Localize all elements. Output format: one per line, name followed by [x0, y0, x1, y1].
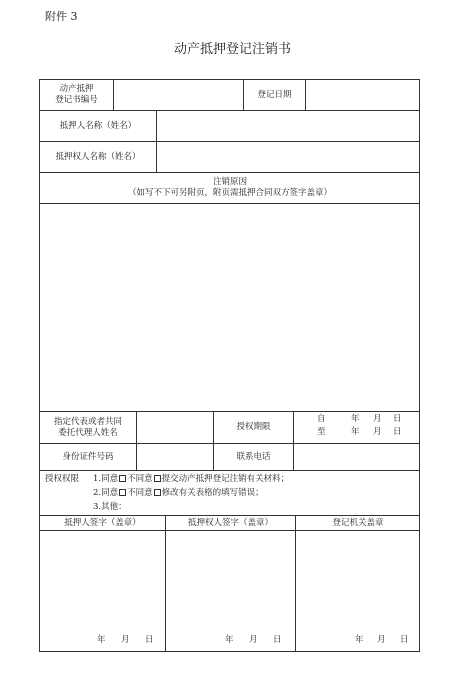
to-year-label: 年 [351, 427, 360, 437]
mortgagor-date-year: 年 [97, 635, 106, 645]
authority-seal-date [296, 635, 420, 647]
mortgagor-date-day: 日 [145, 635, 154, 645]
authority-item-1-disagree-label: 不同意 [127, 474, 153, 484]
cancellation-reason-field[interactable] [40, 204, 419, 411]
authority-item-1-text: 提交动产抵押登记注销有关材料； [161, 474, 290, 484]
authority-label: 授权权限 [45, 474, 80, 484]
mortgagee-name-label: 抵押权人名称（姓名） [55, 151, 141, 162]
mortgagee-date-day: 日 [273, 635, 282, 645]
mortgagor-signature-label: 抵押人签字（盖章） [64, 517, 141, 528]
authority-item-1-agree-label: 同意 [101, 474, 119, 484]
authority-seal-area[interactable] [296, 531, 419, 651]
authority-item-2 [93, 488, 264, 499]
authority-date-year: 年 [355, 635, 364, 645]
authority-item-1-disagree-checkbox[interactable] [154, 475, 161, 482]
from-year-label: 年 [351, 414, 360, 424]
authority-item-2-disagree-checkbox[interactable] [154, 489, 161, 496]
agent-name-label-line2: 委托代理人姓名 [58, 427, 118, 438]
agent-name-field[interactable] [137, 412, 213, 443]
authority-item-3: 3.其他： [93, 502, 127, 512]
authority-item-2-text: 修改有关表格的填写错误； [161, 488, 264, 498]
authority-date-month: 月 [377, 635, 386, 645]
cancellation-reason-header [40, 173, 420, 203]
registration-number-label [40, 80, 113, 110]
from-day-label: 日 [393, 414, 402, 424]
authority-item-2-agree-label: 同意 [101, 488, 119, 498]
registration-date-field[interactable] [306, 80, 419, 110]
to-month-label: 月 [373, 427, 382, 437]
mortgagee-sign-date [166, 635, 295, 647]
cancellation-reason-note: （如写不下可另附页，附页需抵押合同双方签字盖章） [127, 188, 332, 198]
period-to-line [294, 427, 420, 440]
id-number-label: 身份证件号码 [62, 451, 114, 462]
document-title: 动产抵押登记注销书 [173, 42, 291, 57]
agent-name-label-line1: 指定代表或者共同 [53, 416, 122, 427]
authority-item-1-agree-checkbox[interactable] [119, 475, 126, 482]
mortgagee-name-field[interactable] [157, 142, 419, 172]
mortgagor-name-field[interactable] [157, 111, 419, 141]
mortgagor-sign-date [40, 635, 165, 647]
from-month-label: 月 [373, 414, 382, 424]
to-label: 至 [317, 427, 326, 437]
authority-item-1-number: 1. [93, 474, 102, 484]
cancellation-reason-title: 注销原因 [212, 177, 247, 187]
agent-name-label [40, 412, 136, 443]
mortgagee-date-year: 年 [225, 635, 234, 645]
registration-date-label: 登记日期 [257, 89, 292, 100]
attachment-label: 附件 3 [45, 10, 78, 23]
mortgagor-date-month: 月 [121, 635, 130, 645]
registration-number-label-line1: 动产抵押 [59, 84, 94, 94]
registration-number-field[interactable] [114, 80, 243, 110]
from-label: 自 [317, 414, 326, 424]
mortgagor-signature-area[interactable] [40, 531, 165, 651]
period-from-line [294, 414, 420, 427]
authority-seal-label: 登记机关盖章 [332, 517, 384, 528]
mortgagee-date-month: 月 [249, 635, 258, 645]
mortgagor-name-label: 抵押人名称（姓名） [59, 120, 137, 131]
registration-number-label-line2: 登记书编号 [55, 95, 98, 105]
phone-label: 联系电话 [236, 451, 271, 462]
authorization-period-field[interactable] [294, 414, 420, 443]
mortgagee-signature-area[interactable] [166, 531, 295, 651]
authority-item-1 [93, 474, 289, 485]
authority-item-2-number: 2. [93, 488, 102, 498]
to-day-label: 日 [393, 427, 402, 437]
authority-item-2-agree-checkbox[interactable] [119, 489, 126, 496]
id-number-field[interactable] [137, 444, 213, 470]
mortgagee-signature-label: 抵押权人签字（盖章） [187, 517, 273, 528]
authority-date-day: 日 [400, 635, 409, 645]
authorization-period-label: 授权期限 [236, 422, 271, 432]
authority-item-2-disagree-label: 不同意 [127, 488, 153, 498]
phone-field[interactable] [294, 444, 419, 470]
